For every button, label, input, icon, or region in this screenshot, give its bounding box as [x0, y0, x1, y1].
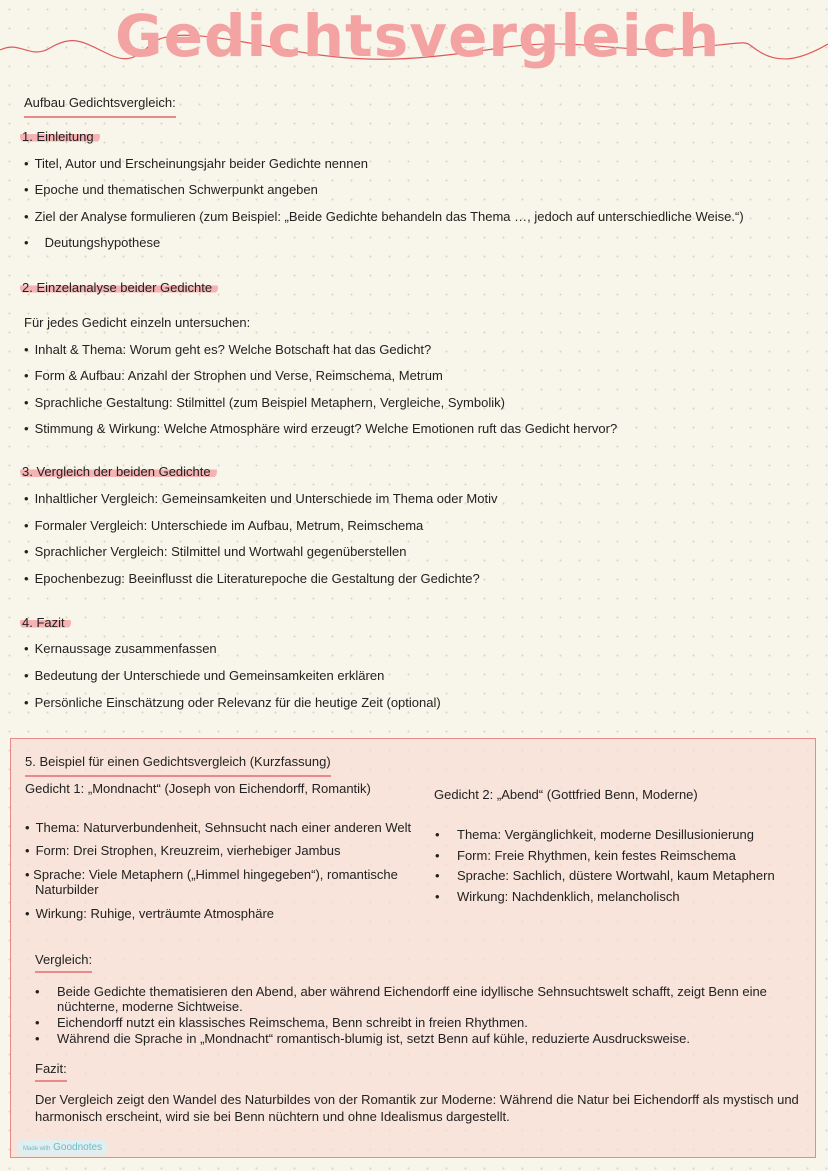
list-item: • Sprachlicher Vergleich: Stilmittel und Wortwahl gegenüberstellen	[24, 544, 406, 559]
conclusion-heading: Fazit:	[35, 1061, 67, 1082]
section-5-title: 5. Beispiel für einen Gedichtsvergleich (Kurzfassung)	[25, 754, 331, 777]
list-item: • Formaler Vergleich: Unterschiede im Aufbau, Metrum, Reimschema	[24, 518, 423, 533]
list-item: • Inhaltlicher Vergleich: Gemeinsamkeiten und Unterschiede im Thema oder Motiv	[24, 491, 498, 506]
main-heading: Aufbau Gedichtsvergleich:	[24, 95, 176, 118]
conclusion-text: Der Vergleich zeigt den Wandel des Naturbildes von der Romantik zur Moderne: Während die Natur bei Eichendorff als mystisch und harmonisch erscheint, wird sie bei Benn nüchtern und ohne Idealismus dargestellt.	[35, 1092, 799, 1124]
list-item: • Persönliche Einschätzung oder Relevanz für die heutige Zeit (optional)	[24, 695, 441, 710]
section-1-title: 1. Einleitung	[20, 129, 100, 144]
list-item: • Bedeutung der Unterschiede und Gemeinsamkeiten erklären	[24, 668, 384, 683]
list-item: • Epoche und thematischen Schwerpunkt angeben	[24, 182, 318, 197]
list-item: • Epochenbezug: Beeinflusst die Literaturepoche die Gestaltung der Gedichte?	[24, 571, 480, 586]
list-item: • Thema: Vergänglichkeit, moderne Desillusionierung	[457, 827, 754, 842]
list-item: • Beide Gedichte thematisieren den Abend, aber während Eichendorff eine idyllische Sehnsuchtswelt schafft, zeigt Benn eine nüchterne, moderne Sichtweise.	[57, 984, 777, 1014]
list-item: • Thema: Naturverbundenheit, Sehnsucht nach einer anderen Welt	[25, 820, 411, 835]
poem-2-title: Gedicht 2: „Abend“ (Gottfried Benn, Moderne)	[434, 787, 698, 802]
list-item: • Sprache: Sachlich, düstere Wortwahl, kaum Metaphern	[457, 868, 775, 883]
list-item: • Form: Drei Strophen, Kreuzreim, vierhebiger Jambus	[25, 843, 340, 858]
list-item: • Stimmung & Wirkung: Welche Atmosphäre wird erzeugt? Welche Emotionen ruft das Gedicht hervor?	[24, 421, 617, 436]
goodnotes-watermark: Made with Goodnotes	[17, 1140, 108, 1155]
list-item: • Form: Freie Rhythmen, kein festes Reimschema	[457, 848, 736, 863]
list-item: • Inhalt & Thema: Worum geht es? Welche Botschaft hat das Gedicht?	[24, 342, 431, 357]
page-title: Gedichtsvergleich	[115, 2, 721, 70]
list-item: • Titel, Autor und Erscheinungsjahr beider Gedichte nennen	[24, 156, 368, 171]
section-2-intro: Für jedes Gedicht einzeln untersuchen:	[24, 315, 251, 330]
section-3-title: 3. Vergleich der beiden Gedichte	[20, 464, 217, 479]
list-item: • Wirkung: Ruhige, verträumte Atmosphäre	[25, 906, 274, 921]
list-item: • Sprache: Viele Metaphern („Himmel hingegeben“), romantische Naturbilder	[25, 867, 398, 897]
list-item: • Eichendorff nutzt ein klassisches Reimschema, Benn schreibt in freien Rhythmen.	[57, 1015, 528, 1030]
poem-1-title: Gedicht 1: „Mondnacht“ (Joseph von Eichendorff, Romantik)	[25, 781, 371, 796]
comparison-heading: Vergleich:	[35, 952, 92, 973]
list-item: • Sprachliche Gestaltung: Stilmittel (zum Beispiel Metaphern, Vergleiche, Symbolik)	[24, 395, 505, 410]
list-item: • Kernaussage zusammenfassen	[24, 641, 217, 656]
section-2-title: 2. Einzelanalyse beider Gedichte	[20, 280, 218, 295]
example-box	[10, 738, 816, 1158]
list-item: • Form & Aufbau: Anzahl der Strophen und Verse, Reimschema, Metrum	[24, 368, 443, 383]
section-4-title: 4. Fazit	[20, 615, 71, 630]
list-item: • Wirkung: Nachdenklich, melancholisch	[457, 889, 680, 904]
list-item: • Ziel der Analyse formulieren (zum Beispiel: „Beide Gedichte behandeln das Thema …, jedoch auf unterschiedliche Weise.“)	[24, 209, 744, 224]
list-item: • Deutungshypothese	[24, 235, 161, 250]
list-item: • Während die Sprache in „Mondnacht“ romantisch-blumig ist, setzt Benn auf kühle, reduzierte Ausdrucksweise.	[57, 1031, 690, 1046]
